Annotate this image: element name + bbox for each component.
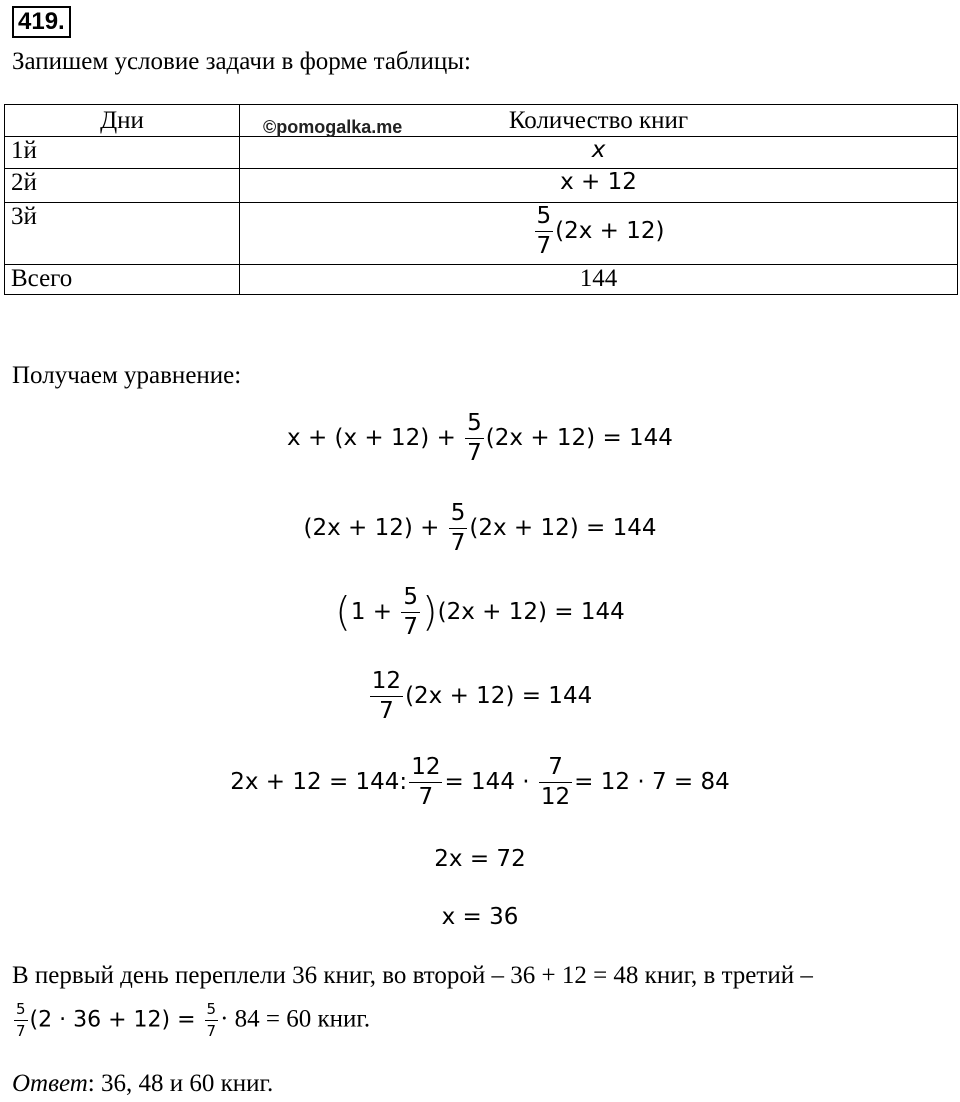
fraction-numerator: 12 [370, 670, 403, 697]
equation-4 [0, 670, 960, 723]
expression: (2x + 12) [555, 218, 665, 244]
equation-5 [0, 756, 960, 809]
conclusion-line-1: В первый день переплели 36 книг, во второй – 36 + 12 = 48 книг, в третий – [12, 962, 813, 989]
equation-part: (2x + 12) = 144 [469, 515, 657, 541]
fraction-numerator: 5 [449, 502, 468, 529]
equation-part: (2x + 12) = 144 [405, 683, 593, 709]
table-header-row [5, 105, 958, 137]
fraction [409, 756, 442, 809]
day-cell: 1й [5, 137, 240, 169]
expression: (2 · 36 + 12) = [29, 1007, 196, 1033]
fraction-denominator: 7 [379, 698, 394, 724]
fraction [535, 205, 554, 258]
condition-table [4, 104, 958, 295]
equation-7: x = 36 [441, 904, 519, 930]
fraction [14, 1002, 28, 1039]
fraction-numerator: 5 [465, 412, 484, 439]
fraction-numerator: 5 [401, 586, 420, 613]
table-row [5, 203, 958, 265]
fraction-denominator: 7 [16, 1022, 26, 1040]
watermark: ©pomogalka.me [263, 117, 403, 137]
fraction-denominator: 7 [418, 784, 434, 810]
fraction-denominator: 7 [403, 614, 418, 640]
fraction [205, 1002, 219, 1039]
fraction [449, 502, 468, 555]
fraction [401, 586, 420, 639]
books-cell: x + 12 [240, 169, 958, 203]
right-paren: ) [422, 589, 438, 636]
equation-part: 1 + [350, 599, 393, 625]
intro-text: Запишем условие задачи в форме таблицы: [12, 48, 471, 75]
equation-part: = 12 · 7 = 84 [574, 769, 730, 795]
equation-part: (2x + 12) = 144 [437, 599, 625, 625]
books-cell: 144 [240, 265, 958, 295]
equation-part: x + (x + 12) + [287, 425, 456, 451]
equation-1 [0, 412, 960, 465]
fraction [539, 756, 572, 809]
day-cell: 2й [5, 169, 240, 203]
fraction-numerator: 5 [14, 1002, 28, 1021]
fraction-denominator: 7 [467, 440, 482, 466]
equation-2 [0, 502, 960, 555]
header-days: Дни [5, 105, 240, 137]
equation-6: 2x = 72 [434, 846, 526, 872]
books-cell: x [240, 137, 958, 169]
answer-text: : 36, 48 и 60 книг. [87, 1070, 274, 1097]
header-books: Количество книг [240, 105, 958, 137]
conclusion-line-2 [12, 1002, 370, 1039]
left-paren: ( [335, 589, 351, 636]
equation-part: = 144 · [444, 769, 530, 795]
day-cell: Всего [5, 265, 240, 295]
equation-part: 2x + 12 = 144: [230, 769, 408, 795]
fraction [370, 670, 403, 723]
fraction-denominator: 12 [540, 784, 571, 810]
table-row [5, 137, 958, 169]
equation-3 [0, 586, 960, 639]
table-row [5, 169, 958, 203]
problem-number: 419. [12, 6, 71, 38]
equation-part: (2x + 12) + [303, 515, 440, 541]
fraction-numerator: 5 [535, 205, 554, 232]
answer-label: Ответ [12, 1070, 88, 1097]
books-cell [240, 203, 958, 265]
answer-line [12, 1070, 273, 1098]
expression: · 84 = 60 книг. [220, 1005, 371, 1033]
fraction-denominator: 7 [206, 1022, 217, 1040]
fraction-numerator: 7 [539, 756, 572, 783]
fraction [465, 412, 484, 465]
fraction-numerator: 5 [205, 1002, 219, 1021]
day-cell: 3й [5, 203, 240, 265]
equation-label: Получаем уравнение: [12, 362, 242, 389]
table-row [5, 265, 958, 295]
fraction-numerator: 12 [409, 756, 442, 783]
fraction-denominator: 7 [450, 530, 466, 556]
equation-part: (2x + 12) = 144 [485, 425, 673, 451]
fraction-denominator: 7 [536, 233, 552, 259]
